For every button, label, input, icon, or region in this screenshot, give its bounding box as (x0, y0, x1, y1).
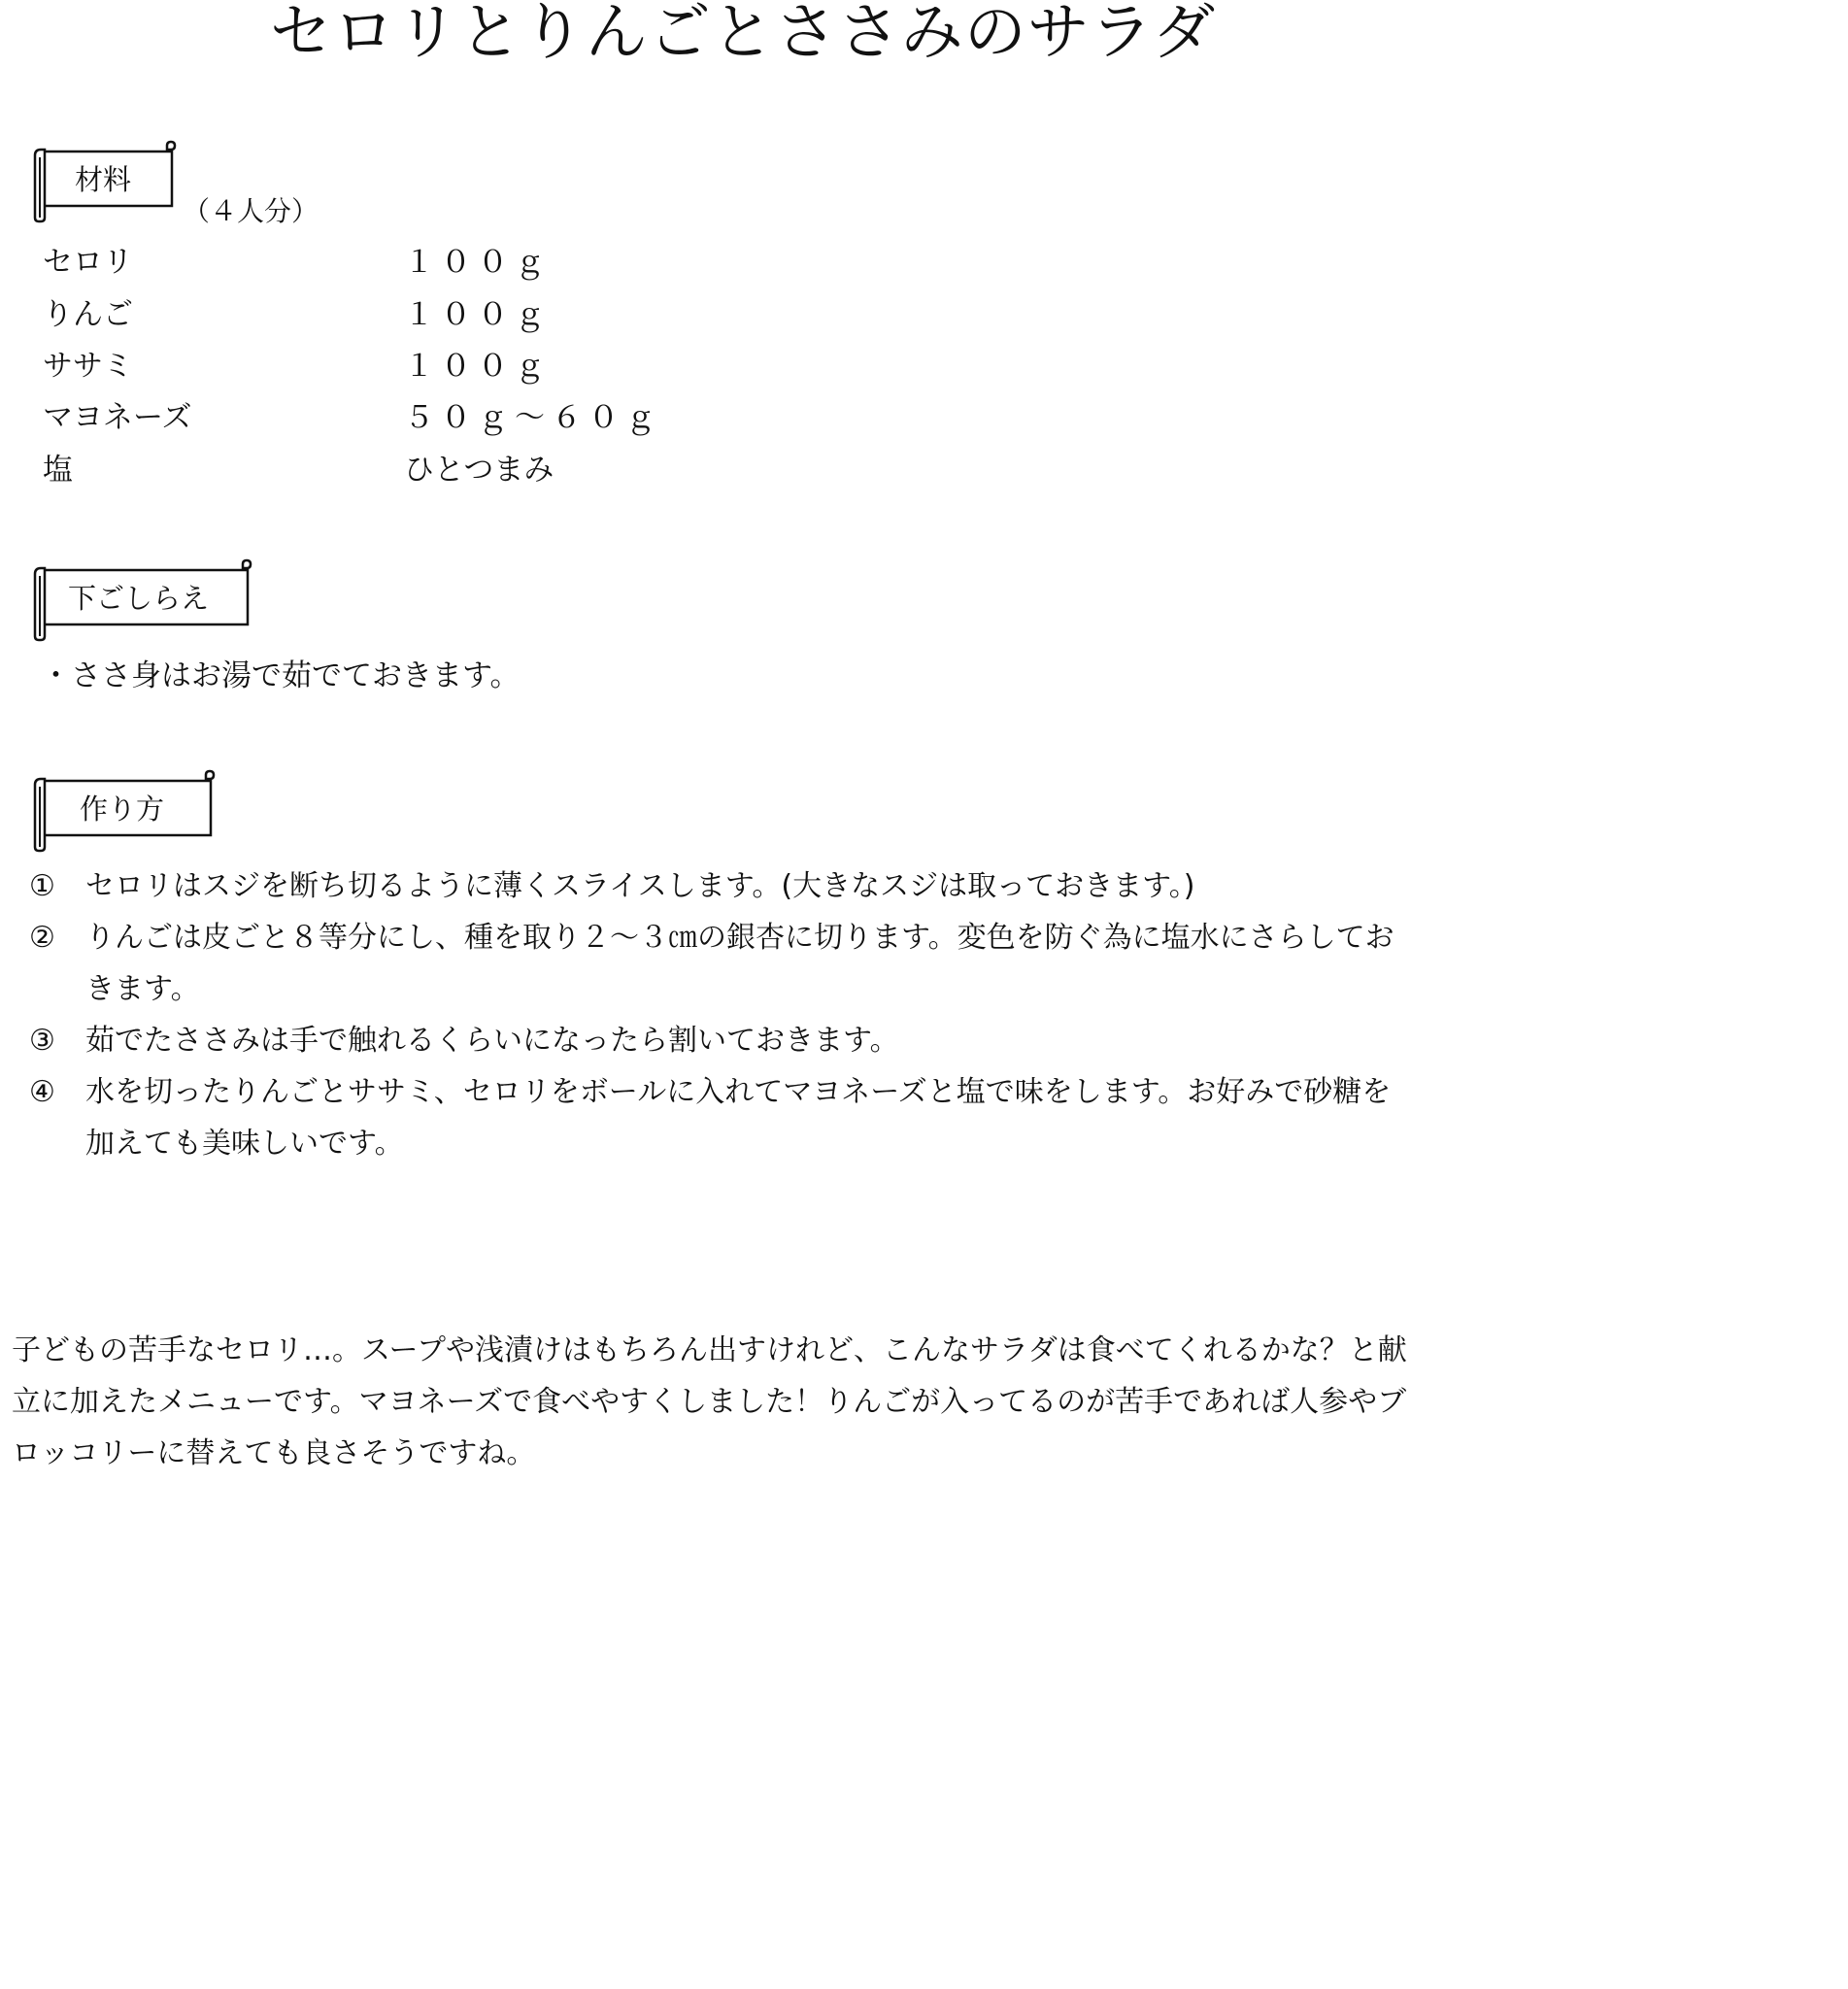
method-heading: 作り方 (80, 792, 165, 826)
ingredient-name: 塩 (43, 453, 73, 488)
step-number: ③ (29, 1024, 55, 1058)
prep-text: ・ささ身はお湯で茹でておきます。 (41, 658, 521, 693)
ingredient-row (0, 243, 874, 282)
prep-banner (31, 560, 254, 642)
step-text: りんごは皮ごと８等分にし、種を取り２～３㎝の銀杏に切ります。変色を防ぐ為に塩水にさらしておきます。 (85, 921, 1394, 1006)
ingredient-amount: ５０ｇ～６０ｇ (404, 400, 662, 435)
step-text: 茹でたささみは手で触れるくらいになったら割いておきます。 (85, 1024, 899, 1058)
ingredient-amount: １００ｇ (404, 297, 552, 332)
prep-heading: 下ごしらえ (68, 582, 210, 615)
method-step (29, 912, 1418, 1015)
method-step (29, 1066, 1418, 1169)
ingredient-name: マヨネーズ (43, 400, 192, 435)
ingredient-row (0, 398, 874, 437)
step-number: ② (29, 921, 55, 955)
ingredient-amount: １００ｇ (404, 245, 552, 280)
step-text: 水を切ったりんごとササミ、セロリをボールに入れてマヨネーズと塩で味をします。お好みで砂糖を加えても美味しいです。 (85, 1075, 1392, 1161)
step-number: ④ (29, 1075, 55, 1109)
ingredient-row (0, 451, 874, 489)
ingredient-name: セロリ (43, 245, 133, 280)
ingredients-heading: 材料 (75, 163, 132, 196)
servings-text: （４人分） (183, 195, 319, 227)
method-steps (29, 860, 1418, 1169)
recipe-title: セロリとりんごとささみのサラダ (269, 0, 1217, 69)
step-text: セロリはスジを断ち切るように薄くスライスします。(大きなスジは取っておきます。) (85, 869, 1195, 903)
ingredients-banner (31, 142, 179, 223)
method-step (29, 1015, 1418, 1066)
method-step (29, 860, 1418, 912)
ingredient-row (0, 295, 874, 334)
ingredient-amount: １００ｇ (404, 349, 552, 384)
ingredient-name: ササミ (43, 349, 133, 384)
ingredient-row (0, 347, 874, 386)
closing-note: 子どもの苦手なセロリ…。スープや浅漬けはもちろん出すけれど、こんなサラダは食べてくれるかな？と献立に加えたメニューです。マヨネーズで食べやすくしました！りんごが入ってるのが苦手であれば人参やブロッコリーに替えても良さそうですね。 (12, 1333, 1407, 1470)
method-banner (31, 771, 218, 853)
ingredient-name: りんご (43, 297, 133, 332)
ingredient-amount: ひとつまみ (404, 453, 554, 488)
step-number: ① (29, 869, 55, 903)
